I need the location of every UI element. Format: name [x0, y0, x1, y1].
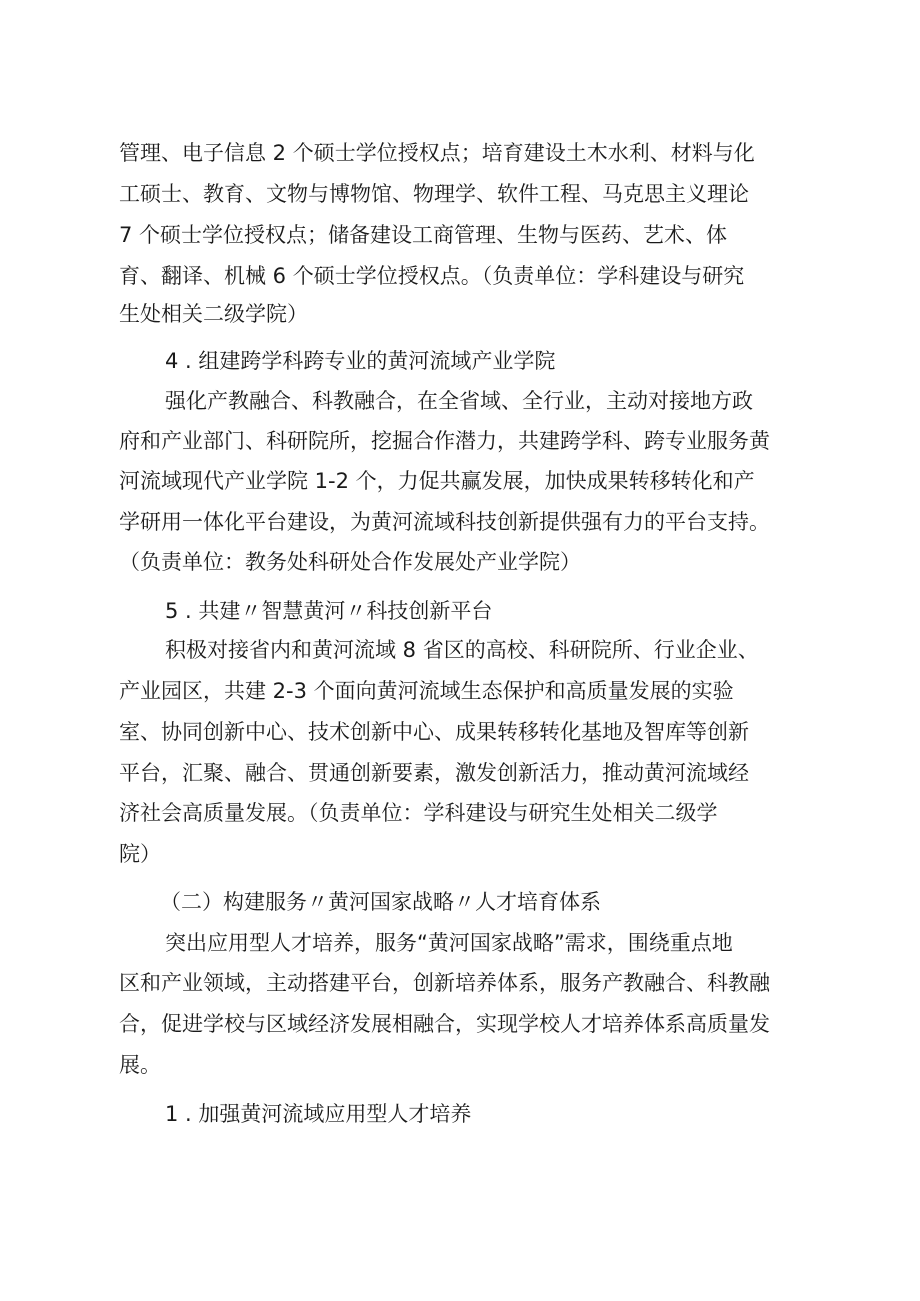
body-text-line: 7 个硕士学位授权点；储备建设工商管理、生物与医药、艺术、体	[119, 223, 728, 247]
body-text-line: 强化产教融合、科教融合，在全省域、全行业，主动对接地方政	[165, 389, 753, 413]
section-heading-4: 4 . 组建跨学科跨专业的黄河流域产业学院	[165, 349, 556, 373]
body-text-line: 学研用一体化平台建设，为黄河流域科技创新提供强有力的平台支持。	[119, 510, 770, 534]
body-text-line: （负责单位：教务处科研处合作发展处产业学院）	[119, 550, 581, 574]
body-text-line: 生处相关二级学院）	[119, 302, 308, 326]
body-text-line: 院）	[119, 842, 161, 866]
body-text-line: 突出应用型人才培养，服务“黄河国家战略”需求，围绕重点地	[165, 931, 733, 955]
section-heading-2: （二）构建服务〃黄河国家战略〃人才培育体系	[160, 890, 601, 914]
section-heading-5: 5 . 共建〃智慧黄河〃科技创新平台	[165, 599, 493, 623]
body-text-line: 工硕士、教育、文物与博物馆、物理学、软件工程、马克思主义理论	[119, 182, 749, 206]
body-text-line: 室、协同创新中心、技术创新中心、成果转移转化基地及智库等创新	[119, 720, 749, 744]
body-text-line: 展。	[119, 1053, 161, 1077]
body-text-line: 积极对接省内和黄河流域 8 省区的高校、科研院所、行业企业、	[165, 638, 759, 662]
body-text-line: 合，促进学校与区域经济发展相融合，实现学校人才培养体系高质量发	[119, 1012, 770, 1036]
body-text-line: 平台，汇聚、融合、贯通创新要素，激发创新活力，推动黄河流域经	[119, 761, 749, 785]
section-heading-1: 1 . 加强黄河流域应用型人才培养	[165, 1102, 472, 1126]
body-text-line: 济社会高质量发展。（负责单位：学科建设与研究生处相关二级学	[119, 801, 718, 825]
body-text-line: 河流域现代产业学院 1-2 个，力促共赢发展，加快成果转移转化和产	[119, 469, 755, 493]
body-text-line: 管理、电子信息 2 个硕士学位授权点；培育建设土木水利、材料与化	[119, 141, 755, 165]
body-text-line: 府和产业部门、科研院所，挖掘合作潜力，共建跨学科、跨专业服务黄	[119, 429, 770, 453]
body-text-line: 育、翻译、机械 6 个硕士学位授权点。（负责单位：学科建设与研究	[119, 264, 745, 288]
body-text-line: 产业园区，共建 2-3 个面向黄河流域生态保护和高质量发展的实验	[119, 679, 734, 703]
body-text-line: 区和产业领域，主动搭建平台，创新培养体系，服务产教融合、科教融	[119, 971, 770, 995]
